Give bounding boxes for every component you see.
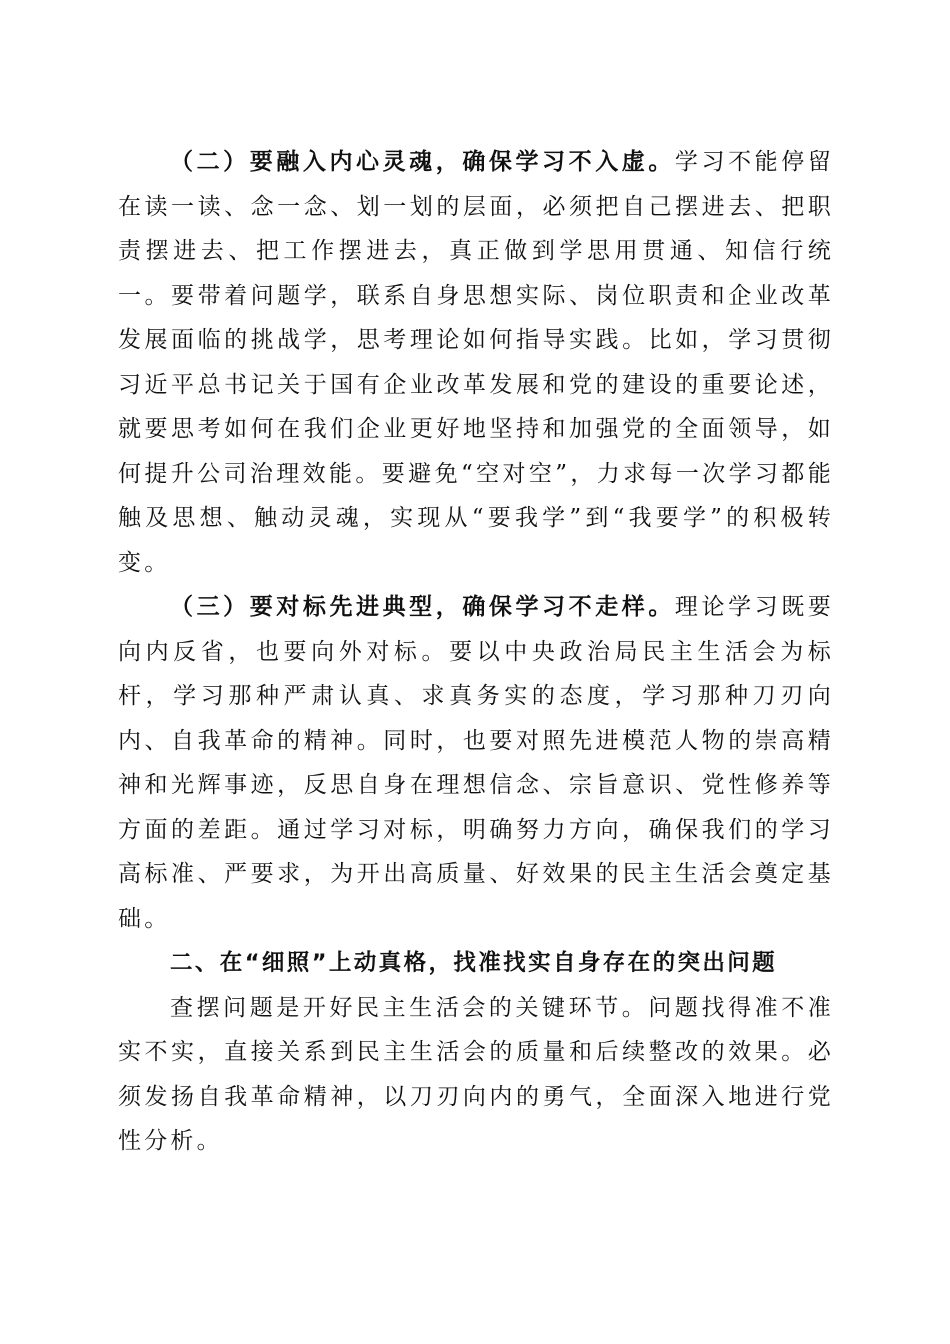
- section-heading: 二、在“细照”上动真格，找准找实自身存在的突出问题: [170, 950, 778, 976]
- paragraph-lead: （二）要融入内心灵魂，确保学习不入虚。: [170, 148, 675, 175]
- document-body: [118, 140, 834, 1164]
- paragraph-benchmark-models: [118, 585, 834, 941]
- paragraph-body: 学习不能停留在读一读、念一念、划一划的层面，必须把自己摆进去、把职责摆进去、把工作摆进去，真正做到学思用贯通、知信行统一。要带着问题学，联系自身思想实际、岗位职责和企业改革发展面临的挑战学，思考理论如何指导实践。比如，学习贯彻习近平总书记关于国有企业改革发展和党的建设的重要论述，就要思考如何在我们企业更好地坚持和加强党的全面领导，如何提升公司治理效能。要避免“空对空”，力求每一次学习都能触及思想、触动灵魂，实现从“要我学”到“我要学”的积极转变。: [118, 149, 834, 576]
- paragraph-learning-internalize: [118, 140, 834, 585]
- paragraph-body: 理论学习既要向内反省，也要向外对标。要以中央政治局民主生活会为标杆，学习那种严肃认真、求真务实的态度，学习那种刀刃向内、自我革命的精神。同时，也要对照先进模范人物的崇高精神和光辉事迹，反思自身在理想信念、宗旨意识、党性修养等方面的差距。通过学习对标，明确努力方向，确保我们的学习高标准、严要求，为开出高质量、好效果的民主生活会奠定基础。: [118, 594, 834, 932]
- paragraph-problem-finding: 查摆问题是开好民主生活会的关键环节。问题找得准不准实不实，直接关系到民主生活会的质量和后续整改的效果。必须发扬自我革命精神，以刀刃向内的勇气，全面深入地进行党性分析。: [118, 994, 834, 1154]
- paragraph-lead: （三）要对标先进典型，确保学习不走样。: [170, 593, 675, 620]
